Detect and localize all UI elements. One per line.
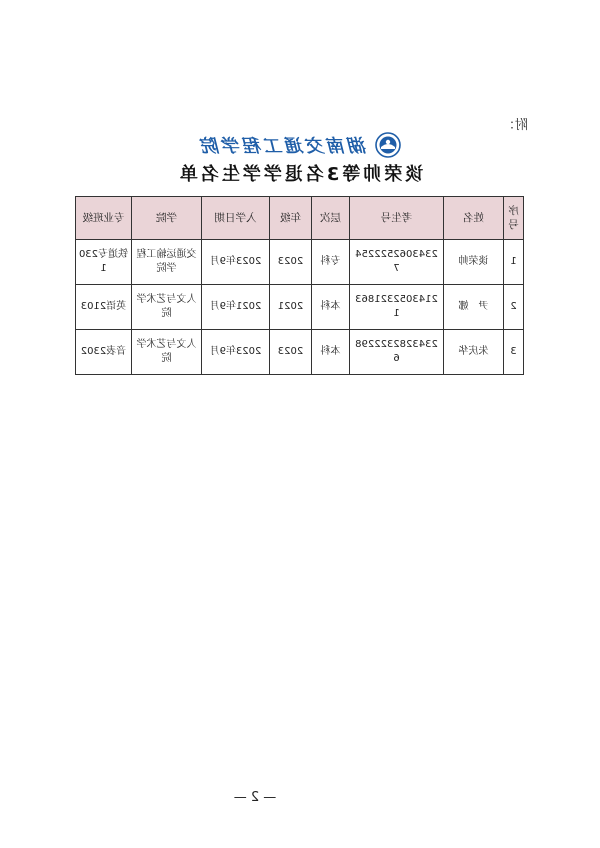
cell-index: 3 bbox=[504, 330, 524, 375]
cell-major-class: 英语2103 bbox=[76, 285, 132, 330]
cell-grade: 2023 bbox=[270, 240, 312, 285]
column-header-grade: 年级 bbox=[270, 197, 312, 240]
column-header-exam-id: 考生号 bbox=[350, 197, 444, 240]
column-header-college: 学院 bbox=[132, 197, 202, 240]
table-row bbox=[76, 330, 524, 375]
cell-level: 本科 bbox=[312, 330, 350, 375]
cell-exam-id: 21430523218631 bbox=[350, 285, 444, 330]
cell-index: 1 bbox=[504, 240, 524, 285]
cell-enroll-date: 2023年9月 bbox=[202, 330, 270, 375]
attachment-label: 附： bbox=[501, 118, 528, 133]
column-header-major-class: 专业班级 bbox=[76, 197, 132, 240]
cell-level: 专科 bbox=[312, 240, 350, 285]
table-row bbox=[76, 285, 524, 330]
document-title: 谈荣帅等3名退学学生名单 bbox=[176, 164, 424, 185]
table-header-row bbox=[76, 197, 524, 240]
school-emblem-icon bbox=[375, 132, 401, 158]
cell-enroll-date: 2021年9月 bbox=[202, 285, 270, 330]
cell-level: 本科 bbox=[312, 285, 350, 330]
cell-index: 2 bbox=[504, 285, 524, 330]
cell-college: 交通运输工程学院 bbox=[132, 240, 202, 285]
school-header bbox=[0, 128, 600, 162]
student-roster-table bbox=[75, 196, 524, 375]
cell-college: 人文与艺术学院 bbox=[132, 330, 202, 375]
cell-enroll-date: 2023年9月 bbox=[202, 240, 270, 285]
school-logo-group bbox=[199, 132, 401, 158]
cell-exam-id: 23430625222547 bbox=[350, 240, 444, 285]
cell-grade: 2023 bbox=[270, 330, 312, 375]
cell-grade: 2021 bbox=[270, 285, 312, 330]
cell-major-class: 音表2302 bbox=[76, 330, 132, 375]
cell-exam-id: 23432823222986 bbox=[350, 330, 444, 375]
cell-name: 尹 娜 bbox=[444, 285, 504, 330]
column-header-name: 姓名 bbox=[444, 197, 504, 240]
cell-name: 朱庆华 bbox=[444, 330, 504, 375]
cell-name: 谈荣帅 bbox=[444, 240, 504, 285]
table-row bbox=[76, 240, 524, 285]
column-header-enroll-date: 入学日期 bbox=[202, 197, 270, 240]
cell-major-class: 铁道专2301 bbox=[76, 240, 132, 285]
column-header-index: 序号 bbox=[504, 197, 524, 240]
page-number: — 2 — bbox=[233, 790, 277, 805]
cell-college: 人文与艺术学院 bbox=[132, 285, 202, 330]
school-name: 湖南交通工程学院 bbox=[199, 136, 367, 157]
column-header-level: 层次 bbox=[312, 197, 350, 240]
